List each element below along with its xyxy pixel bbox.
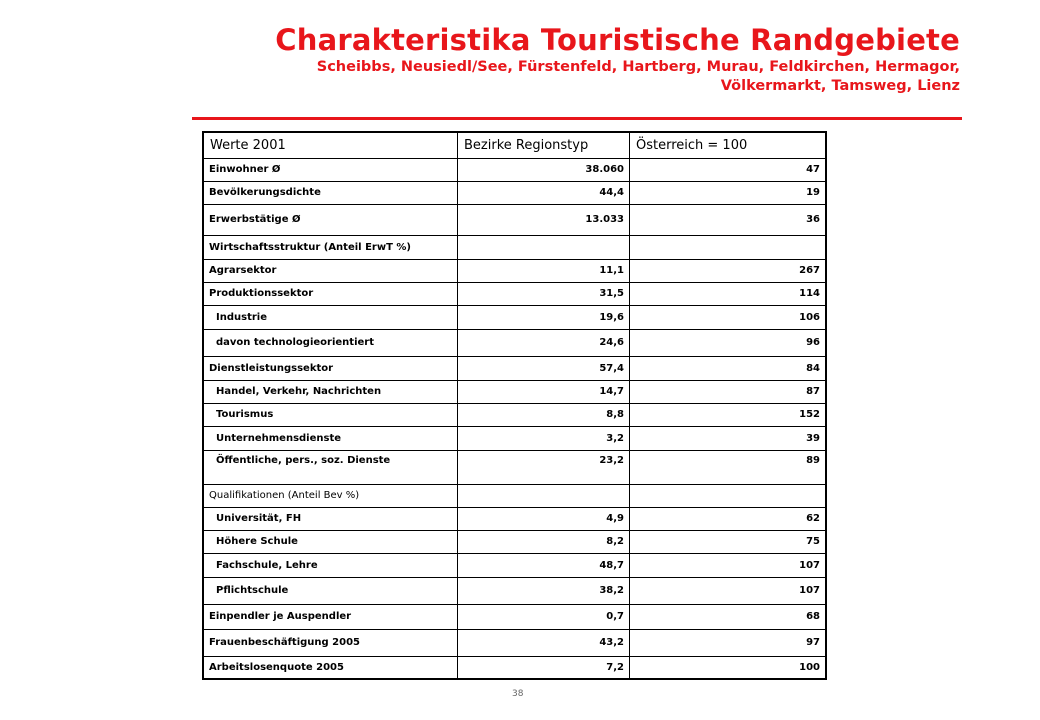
table-row xyxy=(203,656,826,679)
row-value: 3,2 xyxy=(458,426,630,450)
table-row xyxy=(203,282,826,305)
table-row xyxy=(203,629,826,656)
table-row xyxy=(203,553,826,577)
row-index: 19 xyxy=(630,181,827,204)
row-index: 267 xyxy=(630,259,827,282)
table-row xyxy=(203,259,826,282)
row-value xyxy=(458,484,630,507)
table-row xyxy=(203,158,826,181)
row-label: Bevölkerungsdichte xyxy=(203,181,458,204)
header-cell-werte: Werte 2001 xyxy=(203,132,458,158)
row-value: 31,5 xyxy=(458,282,630,305)
slide-title-block xyxy=(275,22,960,96)
table-row xyxy=(203,530,826,553)
table-row xyxy=(203,204,826,235)
row-value xyxy=(458,235,630,259)
row-value: 19,6 xyxy=(458,305,630,329)
table-section-row xyxy=(203,484,826,507)
table-row xyxy=(203,356,826,380)
row-value: 38,2 xyxy=(458,577,630,604)
row-value: 0,7 xyxy=(458,604,630,629)
table-row xyxy=(203,426,826,450)
row-value: 57,4 xyxy=(458,356,630,380)
row-index: 75 xyxy=(630,530,827,553)
row-label: Frauenbeschäftigung 2005 xyxy=(203,629,458,656)
row-label: Arbeitslosenquote 2005 xyxy=(203,656,458,679)
table-row xyxy=(203,380,826,403)
header-cell-oesterreich: Österreich = 100 xyxy=(630,132,827,158)
table-row xyxy=(203,604,826,629)
row-index xyxy=(630,484,827,507)
section-label: Qualifikationen (Anteil Bev %) xyxy=(203,484,458,507)
row-index: 84 xyxy=(630,356,827,380)
row-label: Fachschule, Lehre xyxy=(203,553,458,577)
row-index: 96 xyxy=(630,329,827,356)
row-index: 68 xyxy=(630,604,827,629)
row-label: Handel, Verkehr, Nachrichten xyxy=(203,380,458,403)
row-value: 43,2 xyxy=(458,629,630,656)
section-label: Wirtschaftsstruktur (Anteil ErwT %) xyxy=(203,235,458,259)
table-row xyxy=(203,403,826,426)
table-row xyxy=(203,577,826,604)
row-label: Agrarsektor xyxy=(203,259,458,282)
subtitle-line-1: Scheibbs, Neusiedl/See, Fürstenfeld, Hartberg, Murau, Feldkirchen, Hermagor, xyxy=(316,59,960,75)
row-index: 36 xyxy=(630,204,827,235)
row-value: 23,2 xyxy=(458,450,630,484)
row-label: Öffentliche, pers., soz. Dienste xyxy=(203,450,458,484)
row-label: Dienstleistungssektor xyxy=(203,356,458,380)
subtitle-line-2: Völkermarkt, Tamsweg, Lienz xyxy=(720,78,960,94)
row-label: Produktionssektor xyxy=(203,282,458,305)
row-label: Industrie xyxy=(203,305,458,329)
data-table xyxy=(202,131,827,680)
row-value: 4,9 xyxy=(458,507,630,530)
row-index: 39 xyxy=(630,426,827,450)
table-row xyxy=(203,305,826,329)
row-label: Höhere Schule xyxy=(203,530,458,553)
table-header-row xyxy=(203,132,826,158)
row-index: 62 xyxy=(630,507,827,530)
row-value: 8,2 xyxy=(458,530,630,553)
row-label: Tourismus xyxy=(203,403,458,426)
table-section-row xyxy=(203,235,826,259)
title-divider xyxy=(192,117,962,120)
row-index: 47 xyxy=(630,158,827,181)
row-value: 11,1 xyxy=(458,259,630,282)
row-value: 7,2 xyxy=(458,656,630,679)
row-value: 44,4 xyxy=(458,181,630,204)
row-value: 14,7 xyxy=(458,380,630,403)
table-row xyxy=(203,507,826,530)
row-index: 87 xyxy=(630,380,827,403)
table-row xyxy=(203,450,826,484)
row-index: 97 xyxy=(630,629,827,656)
row-label: Pflichtschule xyxy=(203,577,458,604)
slide-title: Charakteristika Touristische Randgebiete xyxy=(275,23,960,57)
header-cell-regionstyp: Bezirke Regionstyp xyxy=(458,132,630,158)
row-label: Einwohner Ø xyxy=(203,158,458,181)
row-index: 152 xyxy=(630,403,827,426)
row-label: Universität, FH xyxy=(203,507,458,530)
row-index: 107 xyxy=(630,577,827,604)
row-label: Erwerbstätige Ø xyxy=(203,204,458,235)
row-value: 8,8 xyxy=(458,403,630,426)
row-index xyxy=(630,235,827,259)
row-label: Einpendler je Auspendler xyxy=(203,604,458,629)
row-label: davon technologieorientiert xyxy=(203,329,458,356)
row-index: 114 xyxy=(630,282,827,305)
table-row xyxy=(203,181,826,204)
row-index: 107 xyxy=(630,553,827,577)
row-value: 13.033 xyxy=(458,204,630,235)
page-number: 38 xyxy=(512,689,524,699)
row-index: 106 xyxy=(630,305,827,329)
row-value: 38.060 xyxy=(458,158,630,181)
row-label: Unternehmensdienste xyxy=(203,426,458,450)
row-index: 89 xyxy=(630,450,827,484)
table-row xyxy=(203,329,826,356)
row-value: 24,6 xyxy=(458,329,630,356)
row-index: 100 xyxy=(630,656,827,679)
row-value: 48,7 xyxy=(458,553,630,577)
